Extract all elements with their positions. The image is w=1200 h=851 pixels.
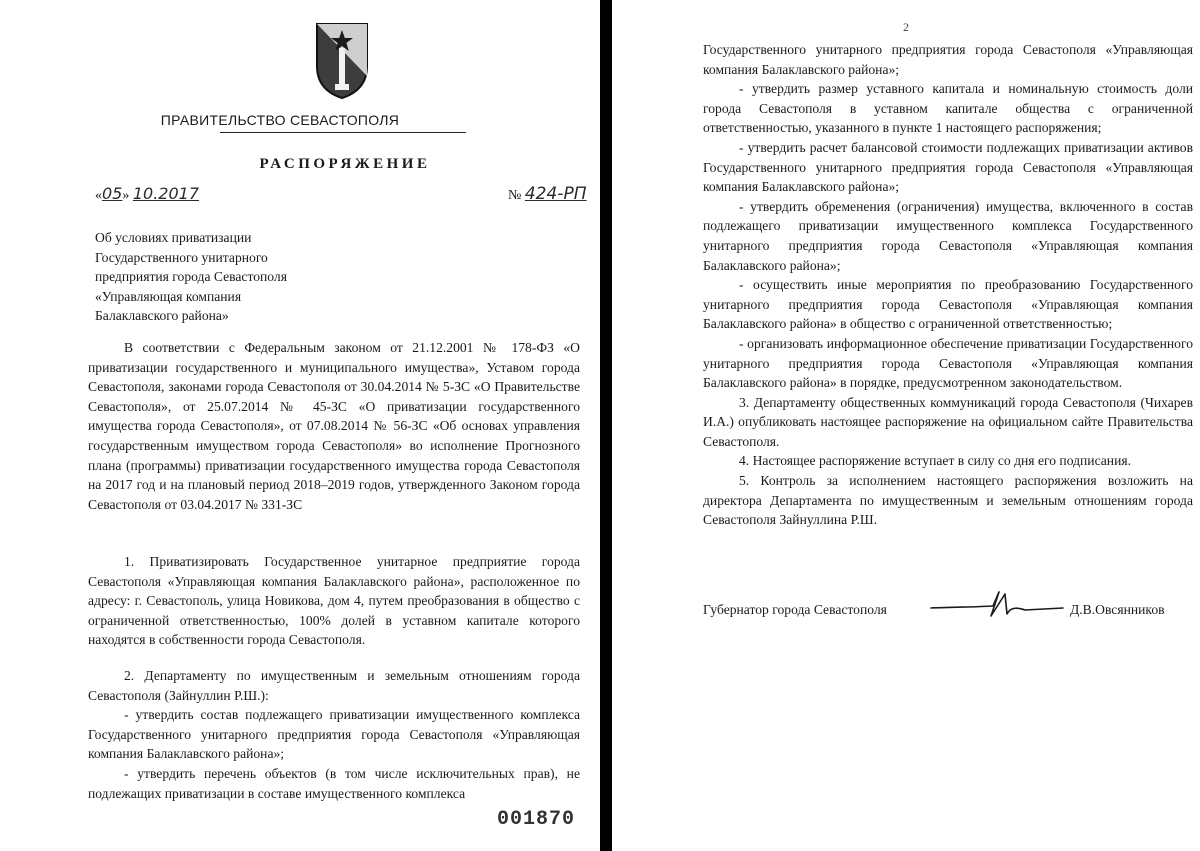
item-2-bullet: - утвердить перечень объектов (в том числе исключительных прав), не подлежащих приватизации в составе имущественного комплекса (88, 765, 580, 801)
item-2-intro: 2. Департаменту по имущественным и земельным отношениям города Севастополя (Зайнуллин Р.Ш.): (88, 668, 580, 703)
item-2-bullet: - утвердить обременения (ограничения) имущества, включенного в состав подлежащего приватизации имущественного комплекса Государственного унитарного предприятия города Севастополя «Управляющая компания Балаклавского района»; (703, 198, 1193, 273)
item-2-bullet: - утвердить расчет балансовой стоимости подлежащих приватизации активов Государственного унитарного предприятия города Севастополя «Управляющая компания Балаклавского района»; (703, 139, 1193, 195)
document-number (508, 184, 586, 204)
signer-name: Д.В.Овсянников (1070, 602, 1165, 617)
date-day-handwritten: 05 (102, 184, 123, 203)
subject-line: Балаклавского района» (95, 308, 229, 323)
item-2-bullet: - осуществить иные мероприятия по преобразованию Государственного унитарного предприятия города Севастополя «Управляющая компания Балаклавского района» в общество с ограниченной ответственностью; (703, 277, 1193, 332)
serial-number: 001870 (497, 808, 576, 831)
subject-line: предприятия города Севастополя (95, 269, 287, 284)
number-value-handwritten: 424-РП (524, 184, 587, 204)
document-subject (95, 228, 355, 326)
item-5-text: 5. Контроль за исполнением настоящего распоряжения возложить на директора Департамента по имущественным и земельным отношениям города Севастополя Зайнуллина Р.Ш. (703, 473, 1193, 528)
document-page-2 (612, 0, 1200, 851)
item-1 (88, 552, 580, 650)
sevastopol-coat-of-arms-icon (313, 18, 371, 100)
number-sign: № (508, 188, 522, 203)
item-2 (88, 666, 580, 803)
heading-underline (220, 132, 466, 133)
date-month-year-handwritten: 10.2017 (132, 184, 200, 203)
page-number: 2 (903, 20, 909, 34)
subject-line: Об условиях приватизации (95, 230, 252, 245)
date-close-quote: » (122, 188, 130, 203)
item-2-bullet: - утвердить размер уставного капитала и номинальную стоимость доли города Севастополя в уставном капитале общества с ограниченной ответственностью, указанного в пункте 1 настоящего распоряжения; (703, 81, 1193, 136)
subject-line: Государственного унитарного (95, 249, 268, 265)
item-2-bullet: - утвердить состав подлежащего приватизации имущественного комплекса Государственного унитарного предприятия города Севастополя «Управляющая компания Балаклавского района»; (88, 707, 580, 762)
preamble-text: В соответствии с Федеральным законом от 21.12.2001 № 178-ФЗ «О приватизации государственного и муниципального имущества», Уставом города Севастополя, законами города Севастополя от 30.04.2014 № 5-ЗС «О Правительстве Севастополя», от 25.07.2014 № 45-ЗС «О приватизации государственного имущества города Севастополя», от 07.08.2014 № 56-ЗС «Об основах управления государственным имуществом города Севастополя» во исполнение Прогнозного плана (программы) приватизации государственного имущества города Севастополя на 2017 год и на плановый период 2018–2019 годов, утвержденного Законом города Севастополя от 03.04.2017 № 331-ЗС (88, 340, 580, 512)
signature-icon (927, 586, 1067, 626)
signer-title: Губернатор города Севастополя (703, 602, 887, 617)
item-3-text: 3. Департаменту общественных коммуникаций города Севастополя (Чихарев И.А.) опубликовать настоящее распоряжение на официальном сайте Правительства Севастополя. (703, 394, 1193, 449)
date-open-quote: « (95, 188, 102, 203)
item-4-text: 4. Настоящее распоряжение вступает в силу со дня его подписания. (739, 453, 1132, 469)
item-1-text: 1. Приватизировать Государственное унитарное предприятие города Севастополя «Управляющая компания Балаклавского района», расположенное по адресу: г. Севастополь, улица Новикова, дом 4, путем преобразования в общество с ограниченной ответственностью, 100% долей в уставном капитале которого находятся в собственности города Севастополя. (88, 554, 580, 648)
continuation-text: Государственного унитарного предприятия города Севастополя «Управляющая компания Балаклавского района»; (703, 42, 1193, 77)
document-date (95, 184, 199, 204)
item-2-bullet: - организовать информационное обеспечение приватизации Государственного унитарного предприятия города Севастополя «Управляющая компания Балаклавского района» в порядке, предусмотренном законодательством. (703, 335, 1193, 391)
government-heading: ПРАВИТЕЛЬСТВО СЕВАСТОПОЛЯ (160, 112, 400, 128)
page-divider (600, 0, 612, 851)
page-2-body (703, 40, 1193, 530)
subject-line: «Управляющая компания (95, 288, 242, 304)
document-type-title: РАСПОРЯЖЕНИЕ (259, 156, 431, 172)
preamble (88, 338, 580, 514)
